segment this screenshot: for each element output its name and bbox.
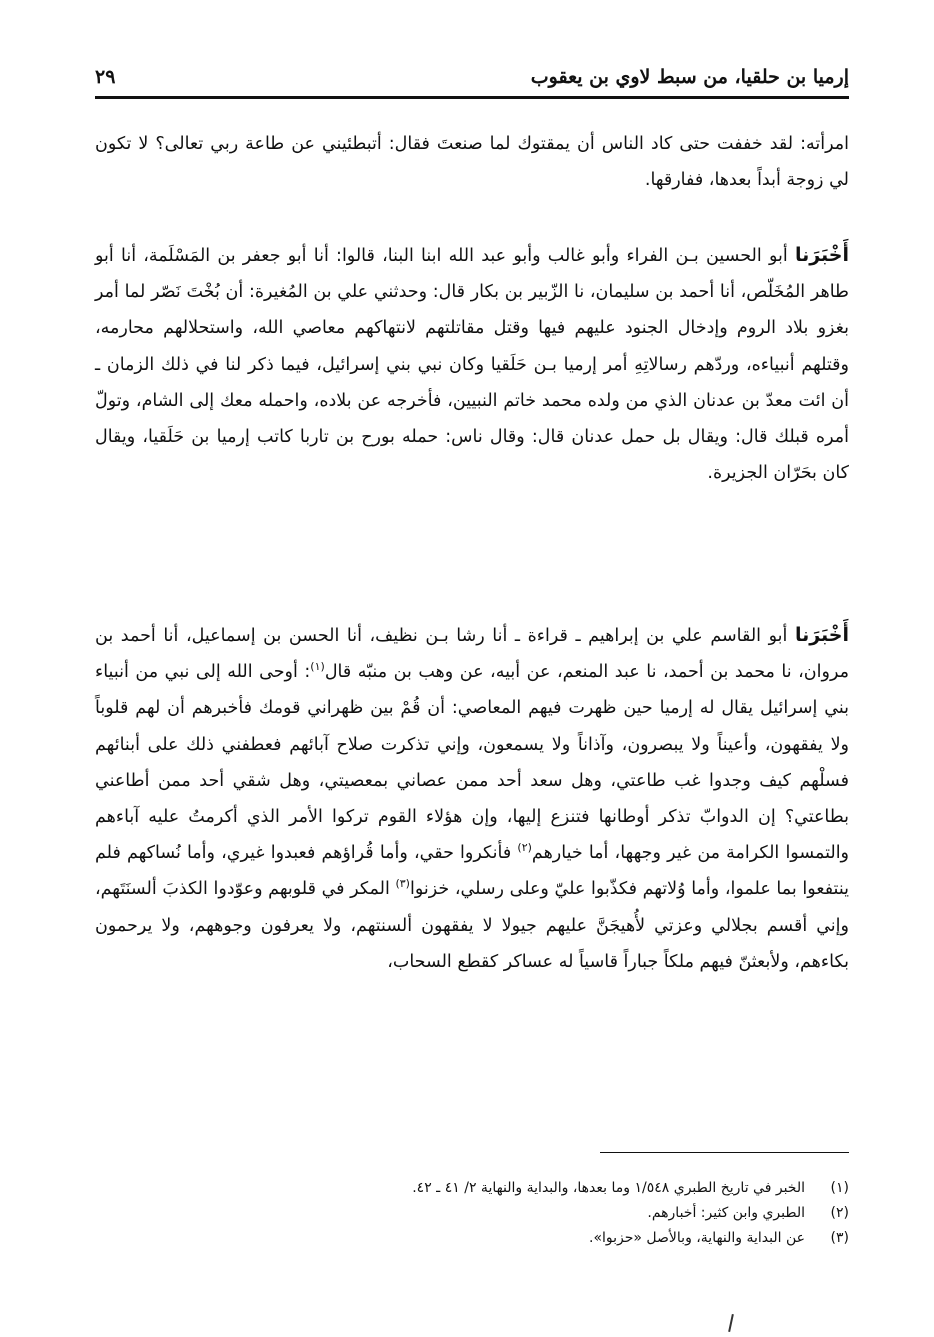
footnote-3 <box>95 1226 849 1251</box>
paragraph-3-text-b: : أوحى الله إلى نبي من أنبياء بني إسرائيل يقال له إرميا حين ظهرت فيهم المعاصي: أن قُمْ بين ظهراني قومك فأخبرهم أن لهم قلوباً ولا يفقهون، وأعيناً ولا يبصرون، وآذاناً ولا يسمعون، وإني تذكرت صلاح آبائهم فعطفني ذلك على أبنائهم فسلْهم كيف وجدوا غب طاعتي، وهل سعد أحد ممن عصاني بمعصيتي، وهل شقي أحد ممن أطاعني بطاعتي؟ إن الدوابّ تذكر أوطانها فتنزع إليها، وإن هؤلاء القوم تركوا الأمر الذي أكرمتُ عليه آباءهم والتمسوا الكرامة من غير وجهها، أما خيارهم <box>95 662 850 864</box>
paragraph-3-text-a: أبو القاسم علي بن إبراهيم ـ قراءة ـ أنا رشا بـن نظيف، أنا الحسن بن إسماعيل، أنا أحمد بن مروان، نا محمد بن أحمد، نا عبد المنعم، عن أبيه، عن وهب بن منبّه قال <box>95 626 849 683</box>
footnote-1-text: الخبر في تاريخ الطبري ١/٥٤٨ وما بعدها، والبداية والنهاية ٢/ ٤١ ـ ٤٢. <box>412 1180 805 1196</box>
footnote-ref-2[interactable]: (٢) <box>517 841 532 855</box>
footnote-2 <box>95 1201 849 1226</box>
footnote-3-text: عن البداية والنهاية، وبالأصل «حزبوا». <box>589 1230 805 1246</box>
paragraph-3-lead: أَخْبَرَنا <box>794 624 849 646</box>
page-header <box>95 62 849 99</box>
footnote-separator <box>600 1152 849 1153</box>
running-title: إرميا بن حلقيا، من سبط لاوي بن يعقوب <box>530 66 849 88</box>
footnote-2-text: الطبري وابن كثير: أخبارهم. <box>647 1205 805 1221</box>
paragraph-2-text: أبو الحسين بـن الفراء وأبو غالب وأبو عبد الله ابنا البنا، قالوا: أنا أبو جعفر بن المَسْلَمة، أنا أبو طاهر المُخَلّص، أنا أحمد بن سليمان، نا الزّبير بن بكار قال: وحدثني علي بن المُغيرة: أن بُخْتَ نَصّر لما أمر بغزو بلاد الروم وإدخال الجنود عليهم فيها وقتل مقاتلتهم لانتهاكهم معاصي الله، واستحلالهم محارمه، وقتلهم أنبياءه، وردّهم رسالاتِهِ أمر إرميا بـن حَلَقيا وكان نبي بني إسرائيل، فيما ذكر لنا في ذلك الزمان ـ أن ائت معدّ بن عدنان الذي من ولده محمد خاتم النبيين، فأخرجه عن بلاده، واحمله معك إلى الشام، وتولّ أمره قبلك قال: ويقال بل حمل عدنان قال: وقال ناس: حمله بورح بن تاربا كاتب إرميا بن حَلَقيا، ويقال كان بحَرّان الجزيرة. <box>95 246 849 484</box>
footnote-ref-1[interactable]: (١) <box>310 660 325 674</box>
paragraph-1: امرأته: لقد خففت حتى كاد الناس أن يمقتوك لما صنعتَ فقال: أتبطئيني عن طاعة ربي تعالى؟ لا تكون لي زوجة أبداً بعدها، ففارقها. <box>95 134 849 191</box>
paragraph-3-text-d: المكر في قلوبهم وعوّدوا الكذبَ ألسنَتَهم، وإني أقسم بجلالي وعزتي لأُهيجَنَّ عليهم جيولا لا يفقهون ألسنتهم، ولا يعرفون وجوههم، ولا يرحمون بكاءهم، ولأبعثنّ فيهم ملكاً جباراً قاسياً له عساكر كقطع السحاب، <box>95 879 849 972</box>
footnote-2-number: (٢) <box>830 1205 849 1221</box>
paragraph-2 <box>95 237 849 491</box>
footnote-3-number: (٣) <box>830 1230 849 1246</box>
page-number: ٢٩ <box>95 66 116 88</box>
paragraph-3 <box>95 617 849 980</box>
footnote-1-number: (١) <box>830 1180 849 1196</box>
paragraph-2-lead: أَخْبَرَنا <box>794 244 849 266</box>
footnotes <box>95 1176 849 1251</box>
pen-mark <box>728 1314 734 1332</box>
footnote-ref-3[interactable]: (٣) <box>395 877 410 891</box>
footnote-1 <box>95 1176 849 1201</box>
paragraph-3-text-c: فأنكروا حقي، وأما قُراؤهم فعبدوا غيري، وأما نُساكهم فلم ينتفعوا بما علموا، وأما وُلاتهم فكذّبوا عليّ وعلى رسلي، خزنوا <box>95 843 849 900</box>
